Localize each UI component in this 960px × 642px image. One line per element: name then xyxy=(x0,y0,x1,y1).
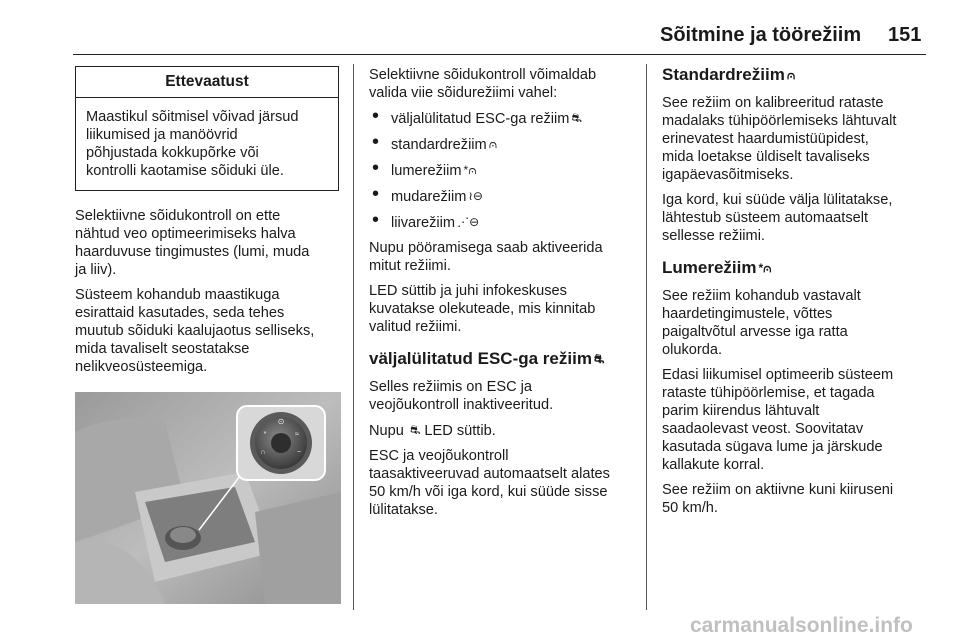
text-line: kasutada sügava lume ja järskude xyxy=(662,439,883,455)
text-line: saadaolevast veost. Soovitatav xyxy=(662,421,864,437)
text-line: sellesse režiimi. xyxy=(662,228,765,244)
esc-off-icon: ⛐ xyxy=(409,423,421,437)
text-line: kuvatakse olekuteade, mis kinnitab xyxy=(369,301,596,317)
mud-mode-icon: ≀⊖ xyxy=(468,189,483,203)
column-2 xyxy=(369,66,637,526)
paragraph-snow-2 xyxy=(662,366,926,474)
header-rule xyxy=(73,54,926,55)
text-line: muutub sõiduki kaalujaotus selliseks, xyxy=(75,323,315,339)
text-line: parim kiirendus lähtuvalt xyxy=(662,403,820,419)
snow-mode-icon: *⩀ xyxy=(463,163,477,177)
text-line: nelikveosüsteemiga. xyxy=(75,359,208,375)
text-line: Iga kord, kui süüde välja lülitatakse, xyxy=(662,192,893,208)
page-number: 151 xyxy=(888,24,922,46)
text-line: See režiim on kalibreeritud rataste xyxy=(662,95,884,111)
svg-text:~: ~ xyxy=(296,449,302,456)
list-item xyxy=(369,161,637,180)
console-knob-photo xyxy=(75,392,341,604)
list-item xyxy=(369,187,637,206)
text-line: LED süttib. xyxy=(424,423,496,439)
paragraph-standard-2 xyxy=(662,191,926,245)
text-line: mida loetakse üldiselt tavaliseks xyxy=(662,149,870,165)
standard-mode-icon: ⩀ xyxy=(488,137,498,151)
text-line: LED süttib ja juhi infokeskuses xyxy=(369,283,567,299)
text-line: ESC ja veojõukontroll xyxy=(369,448,509,464)
list-item xyxy=(369,213,637,232)
text-line: taasaktiveeruvad automaatselt alates xyxy=(369,466,610,482)
mode-label: väljalülitatud ESC-ga režiim xyxy=(391,111,570,127)
paragraph-led xyxy=(369,282,637,336)
column-1 xyxy=(75,66,341,604)
paragraph-esc-1 xyxy=(369,378,637,414)
sand-mode-icon: ⋰⊖ xyxy=(457,215,480,229)
text-line: haarduvuse tingimustes (lumi, muda xyxy=(75,244,310,260)
text-line: Selektiivne sõidukontroll võimaldab xyxy=(369,67,597,83)
text-line: paigaltvõtul arvesse iga ratta xyxy=(662,324,848,340)
heading-snow xyxy=(662,259,926,277)
column-3 xyxy=(662,66,926,524)
mode-label: standardrežiim xyxy=(391,137,487,153)
warning-text xyxy=(76,98,338,190)
text-line: veojõukontroll inaktiveeritud. xyxy=(369,397,554,413)
esc-off-icon: ⛐ xyxy=(593,352,605,366)
svg-text:∩: ∩ xyxy=(260,449,266,456)
list-item xyxy=(369,135,637,154)
paragraph-snow-3 xyxy=(662,481,926,517)
snow-mode-icon: *⩀ xyxy=(758,261,772,275)
esc-off-icon: ⛐ xyxy=(571,111,582,125)
warning-box xyxy=(75,66,339,191)
text-prefix: Nupu xyxy=(369,423,404,439)
warning-heading: Ettevaatust xyxy=(76,67,338,98)
list-item xyxy=(369,109,637,128)
text-line: mitut režiimi. xyxy=(369,258,451,274)
text-line: ja liiv). xyxy=(75,262,117,278)
paragraph-esc-3 xyxy=(369,447,637,519)
column-divider-1 xyxy=(353,64,354,610)
mode-list xyxy=(369,109,637,232)
text-line: Nupu pööramisega saab aktiveerida xyxy=(369,240,603,256)
text-line: lähtestub süsteem automaatselt xyxy=(662,210,869,226)
svg-text:*: * xyxy=(263,431,267,438)
watermark: carmanualsonline.info xyxy=(690,614,913,637)
mode-label: lumerežiim xyxy=(391,163,462,179)
warning-line: Maastikul sõitmisel võivad järsud xyxy=(86,109,299,125)
text-line: See režiim kohandub vastavalt xyxy=(662,288,861,304)
text-line: Selles režiimis on ESC ja xyxy=(369,379,533,395)
svg-text:⊙: ⊙ xyxy=(277,417,285,426)
text-line: nähtud veo optimeerimiseks halva xyxy=(75,226,296,242)
text-line: valitud režiimi. xyxy=(369,319,462,335)
text-line: olukorda. xyxy=(662,342,723,358)
text-line: mida tavaliselt seostatakse xyxy=(75,341,250,357)
warning-line: kontrolli kaotamise sõiduki üle. xyxy=(86,163,284,179)
text-line: Selektiivne sõidukontroll on ette xyxy=(75,208,281,224)
heading-esc-off xyxy=(369,350,637,368)
svg-text:≈: ≈ xyxy=(295,431,299,438)
column-divider-2 xyxy=(646,64,647,610)
paragraph-esc-2 xyxy=(369,421,637,440)
paragraph-standard-1 xyxy=(662,94,926,184)
paragraph-snow-1 xyxy=(662,287,926,359)
section-title: Sõitmine ja töörežiim xyxy=(660,24,862,46)
heading-text: Lumerežiim xyxy=(662,258,757,277)
mode-label: mudarežiim xyxy=(391,189,467,205)
text-line: 50 km/h. xyxy=(662,500,718,516)
mode-label: liivarežiim xyxy=(391,215,456,231)
warning-line: põhjustada kokkupõrke või xyxy=(86,145,259,161)
paragraph-knob xyxy=(369,239,637,275)
paragraph-intro xyxy=(75,207,341,279)
heading-text: väljalülitatud ESC-ga režiim xyxy=(369,349,592,368)
text-line: igapäevasõitmiseks. xyxy=(662,167,794,183)
text-line: Süsteem kohandub maastikuga xyxy=(75,287,280,303)
standard-mode-icon: ⩀ xyxy=(786,68,796,82)
warning-line: liikumised ja manöövrid xyxy=(86,127,238,143)
text-line: lülitatakse. xyxy=(369,502,438,518)
text-line: madalaks tühipöörlemiseks lähtuvalt xyxy=(662,113,897,129)
text-line: esirattaid kasutades, seda tehes xyxy=(75,305,285,321)
heading-standard xyxy=(662,66,926,84)
text-line: kallakute korral. xyxy=(662,457,765,473)
paragraph-system xyxy=(75,286,341,376)
text-line: erinevatest haardumistüüpidest, xyxy=(662,131,869,147)
text-line: valida viie sõidurežiimi vahel: xyxy=(369,85,558,101)
heading-text: Standardrežiim xyxy=(662,65,785,84)
paragraph-modes-intro xyxy=(369,66,637,102)
text-line: haardetingimustele, võttes xyxy=(662,306,833,322)
text-line: Edasi liikumisel optimeerib süsteem xyxy=(662,367,894,383)
text-line: See režiim on aktiivne kuni kiiruseni xyxy=(662,482,894,498)
text-line: 50 km/h või iga kord, kui süüde sisse xyxy=(369,484,608,500)
text-line: rataste tühipöörlemise, et tagada xyxy=(662,385,875,401)
